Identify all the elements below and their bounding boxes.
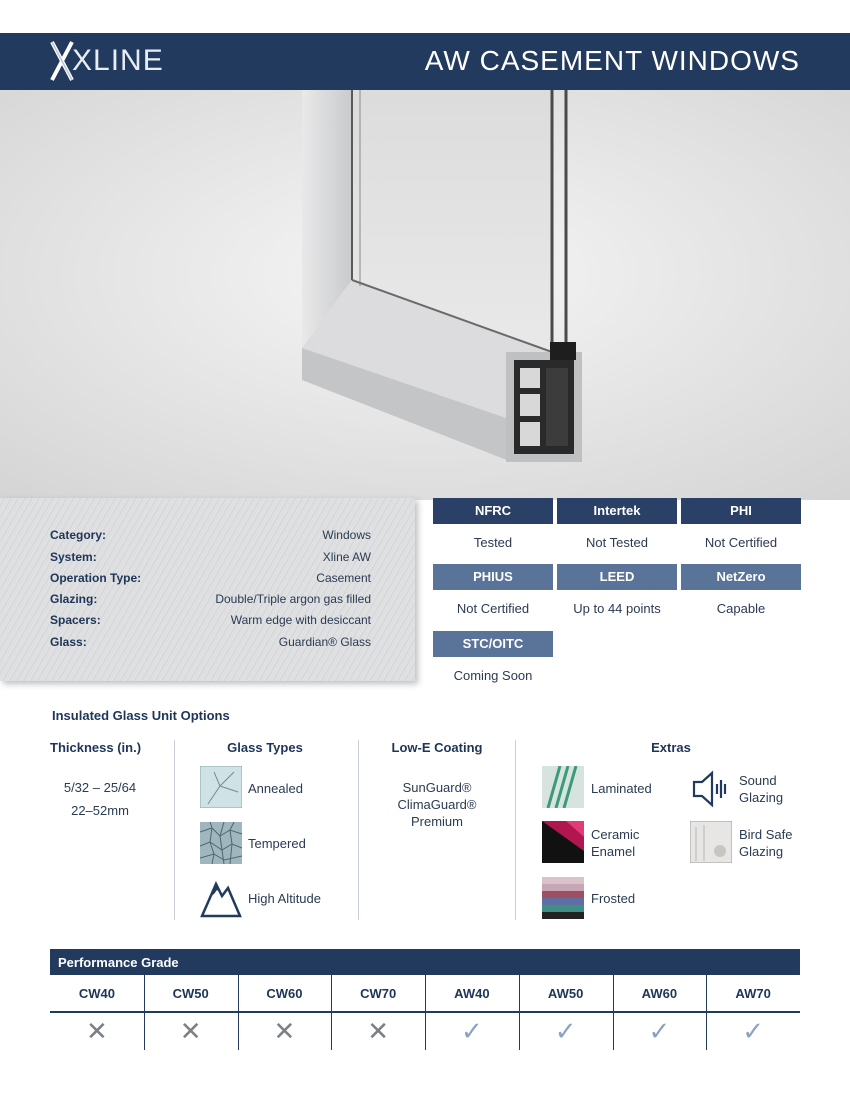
mountain-icon [200, 876, 242, 918]
cert-head-nfrc: NFRC [433, 498, 553, 524]
cross-icon: ✕ [273, 1016, 296, 1046]
grade-aw70: AW70 [735, 986, 771, 1001]
spec-label-operation: Operation Type: [50, 571, 142, 585]
extra-ceramic-line1: Ceramic [591, 827, 640, 842]
logo-text: XLINE [72, 44, 164, 77]
glass-type-tempered: Tempered [248, 836, 306, 851]
extra-sound-line1: Sound [739, 773, 777, 788]
spec-card [0, 498, 415, 681]
check-icon: ✓ [742, 1016, 765, 1046]
grade-cw60: CW60 [266, 986, 303, 1001]
glass-types-heading: Glass Types [227, 740, 303, 755]
grade-aw40: AW40 [454, 986, 490, 1001]
check-icon: ✓ [648, 1016, 671, 1046]
window-profile-image [0, 90, 850, 500]
spec-label-spacers: Spacers: [50, 613, 101, 627]
column-divider [515, 740, 516, 920]
extra-ceramic-line2: Enamel [591, 844, 636, 859]
extra-bird-line1: Bird Safe [739, 827, 793, 842]
cert-status-intertek: Not Tested [586, 535, 648, 550]
grade-aw60: AW60 [641, 986, 678, 1001]
spec-label-system: System: [50, 550, 97, 564]
spec-value-glazing: Double/Triple argon gas filled [215, 592, 371, 606]
glass-type-high-altitude: High Altitude [248, 891, 321, 906]
spec-label-glazing: Glazing: [50, 592, 98, 606]
cert-status-nfrc: Tested [473, 535, 513, 550]
thickness-inches: 5/32 – 25/64 [63, 780, 137, 795]
cert-status-netzero: Capable [716, 601, 766, 616]
low-e-climaguard: ClimaGuard® [397, 797, 477, 812]
low-e-heading: Low-E Coating [391, 740, 483, 755]
spec-value-operation: Casement [316, 571, 371, 585]
cross-icon: ✕ [367, 1016, 390, 1046]
cert-status-stc-oitc: Coming Soon [453, 668, 533, 683]
extra-frosted: Frosted [591, 891, 636, 906]
thickness-mm: 22–52mm [71, 803, 129, 818]
speaker-icon [690, 768, 732, 810]
cert-head-phi: PHI [681, 498, 801, 524]
cert-head-netzero: NetZero [681, 564, 801, 590]
grade-cw50: CW50 [172, 986, 209, 1001]
spec-label-glass: Glass: [50, 635, 87, 649]
cert-head-leed: LEED [557, 564, 677, 590]
low-e-premium: Premium [410, 814, 463, 829]
cert-status-phius: Not Certified [456, 601, 530, 616]
cross-icon: ✕ [179, 1016, 202, 1046]
cert-head-stc-oitc: STC/OITC [433, 631, 553, 657]
glass-type-annealed: Annealed [248, 781, 303, 796]
annealed-glass-swatch [200, 766, 242, 808]
ceramic-enamel-swatch [542, 821, 584, 863]
column-divider [174, 740, 175, 920]
cross-icon: ✕ [85, 1016, 108, 1046]
extras-heading: Extras [651, 740, 691, 755]
grade-cw40: CW40 [78, 986, 115, 1001]
column-divider [358, 740, 359, 920]
spec-value-glass: Guardian® Glass [278, 635, 371, 649]
check-icon: ✓ [460, 1016, 483, 1046]
thickness-heading: Thickness (in.) [50, 740, 142, 755]
spec-label-category: Category: [50, 528, 107, 542]
spec-value-system: Xline AW [322, 550, 371, 564]
cert-status-phi: Not Certified [704, 535, 778, 550]
grade-cw70: CW70 [360, 986, 397, 1001]
frosted-glass-swatch [542, 877, 584, 919]
performance-grade-title: Performance Grade [58, 955, 179, 970]
extra-bird-line2: Glazing [739, 844, 784, 859]
cert-head-intertek: Intertek [557, 498, 677, 524]
igu-section-title: Insulated Glass Unit Options [52, 708, 230, 723]
tempered-glass-swatch [200, 822, 242, 864]
page-title: AW CASEMENT WINDOWS [424, 45, 800, 76]
cert-head-phius: PHIUS [433, 564, 553, 590]
bird-safe-glass-swatch [690, 821, 732, 863]
spec-value-spacers: Warm edge with desiccant [230, 613, 371, 627]
check-icon: ✓ [554, 1016, 577, 1046]
cert-status-leed: Up to 44 points [573, 601, 661, 616]
extra-laminated: Laminated [591, 781, 652, 796]
low-e-sunguard: SunGuard® [402, 780, 472, 795]
grade-aw50: AW50 [547, 986, 584, 1001]
extra-sound-line2: Glazing [739, 790, 784, 805]
spec-value-category: Windows [322, 528, 371, 542]
laminated-glass-swatch [542, 766, 584, 808]
